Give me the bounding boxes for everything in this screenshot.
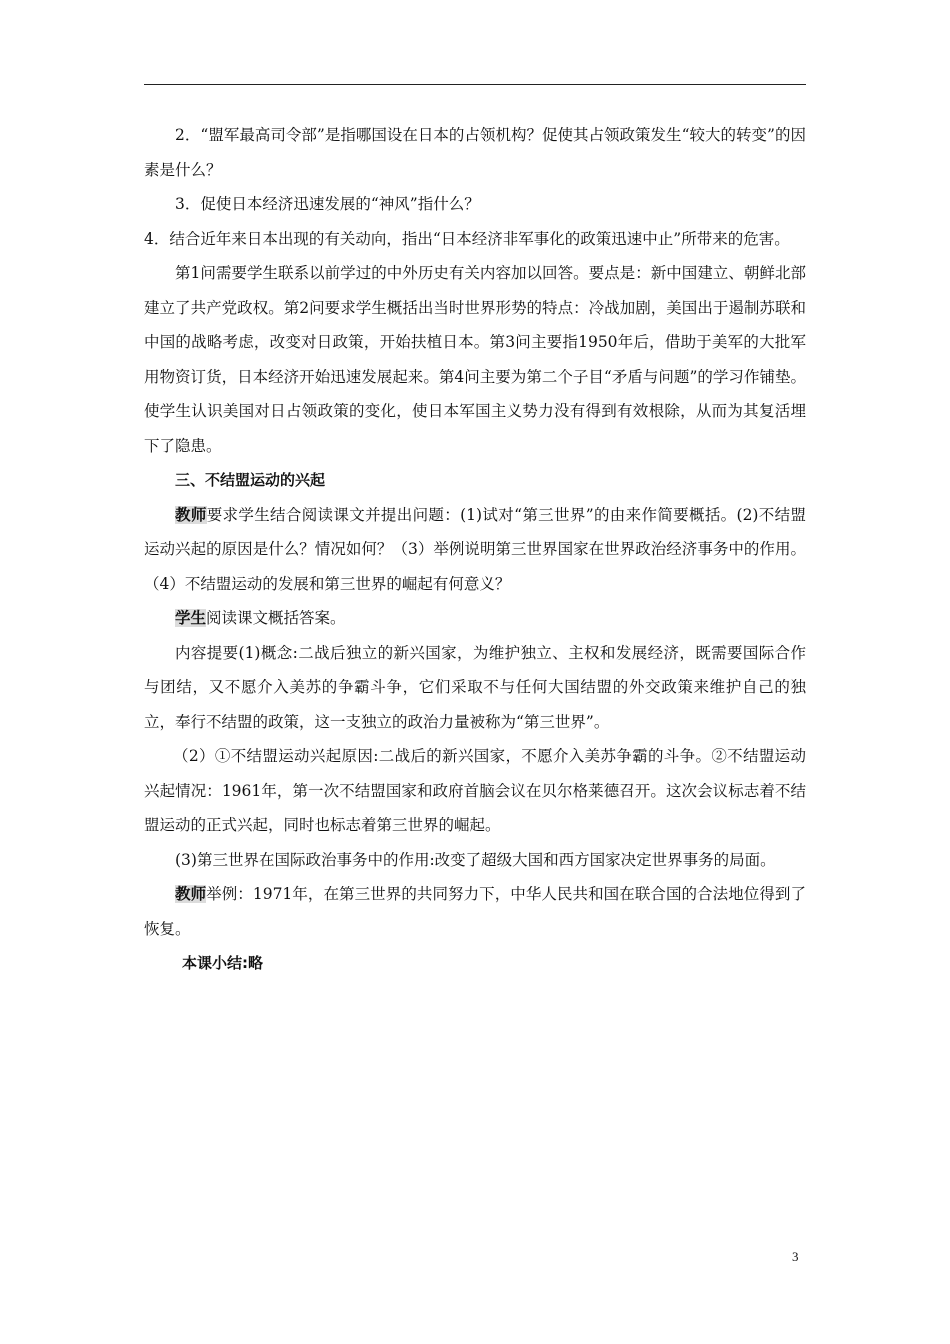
page-content <box>144 118 806 981</box>
teacher-question-paragraph <box>144 498 806 602</box>
question-2: 2．“盟军最高司令部”是指哪国设在日本的占领机构？促使其占领政策发生“较大的转变”的因素是什么？ <box>144 126 806 179</box>
teacher-question-text: 要求学生结合阅读课文并提出问题：(1)试对“第三世界”的由来作简要概括。(2)不结盟运动兴起的原因是什么？情况如何？（3）举例说明第三世界国家在世界政治经济事务中的作用。（4）不结盟运动的发展和第三世界的崛起有何意义？ <box>144 505 806 593</box>
teacher-label-2: 教师 <box>175 885 207 903</box>
teacher-example-paragraph <box>144 877 806 946</box>
lesson-summary: 本课小结:略 <box>182 954 263 972</box>
page-number: 3 <box>792 1249 799 1264</box>
teacher-example-text: 举例：1971年，在第三世界的共同努力下，中华人民共和国在联合国的合法地位得到了恢复。 <box>144 885 806 938</box>
summary-rise: （2）①不结盟运动兴起原因:二战后的新兴国家，不愿介入美苏争霸的斗争。②不结盟运动兴起情况：1961年，第一次不结盟国家和政府首脑会议在贝尔格莱德召开。这次会议标志着不结盟运动的正式兴起，同时也标志着第三世界的崛起。 <box>144 747 806 834</box>
header-rule <box>144 84 806 85</box>
answer-paragraph: 第1问需要学生联系以前学过的中外历史有关内容加以回答。要点是：新中国建立、朝鲜北部建立了共产党政权。第2问要求学生概括出当时世界形势的特点：冷战加剧，美国出于遏制苏联和中国的战略考虑，改变对日政策，开始扶植日本。第3问主要指1950年后，借助于美军的大批军用物资订货，日本经济开始迅速发展起来。第4问主要为第二个子目“矛盾与问题”的学习作铺垫。使学生认识美国对日占领政策的变化，使日本军国主义势力没有得到有效根除，从而为其复活埋下了隐患。 <box>144 264 806 455</box>
question-3: 3．促使日本经济迅速发展的“神风”指什么？ <box>175 195 480 213</box>
teacher-label: 教师 <box>175 505 207 524</box>
summary-concept: 内容提要(1)概念:二战后独立的新兴国家，为维护独立、主权和发展经济，既需要国际合作与团结，又不愿介入美苏的争霸斗争，它们采取不与任何大国结盟的外交政策来维护自己的独立，奉行不结盟的政策，这一支独立的政治力量被称为“第三世界”。 <box>144 643 806 731</box>
student-paragraph <box>144 601 806 636</box>
summary-role: (3)第三世界在国际政治事务中的作用:改变了超级大国和西方国家决定世界事务的局面。 <box>175 850 776 869</box>
student-text: 阅读课文概括答案。 <box>206 609 346 627</box>
question-4: 4．结合近年来日本出现的有关动向，指出“日本经济非军事化的政策迅速中止”所带来的危害。 <box>144 229 790 248</box>
section-heading: 三、不结盟运动的兴起 <box>175 471 326 489</box>
student-label: 学生 <box>175 609 207 627</box>
